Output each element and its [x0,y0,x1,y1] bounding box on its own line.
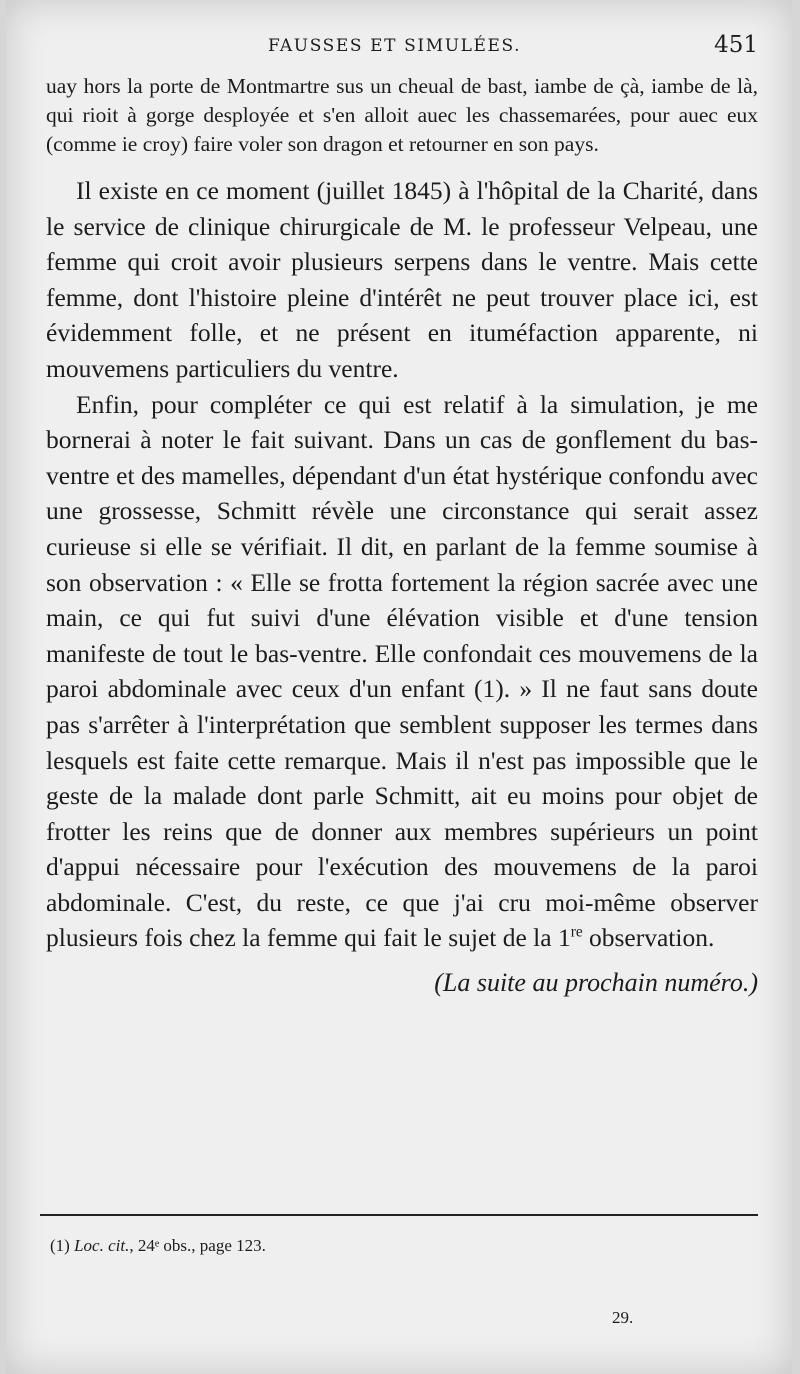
ordinal-suffix: re [570,923,583,941]
page-number: 451 [714,32,758,58]
book-page [6,0,792,1374]
ordinal-number: 1 [557,923,571,953]
signature-mark: 29. [612,1308,634,1327]
footnote-detail: , 24ᵉ obs., page 123. [129,1236,266,1255]
footnote-citation: Loc. cit. [74,1236,130,1255]
footnote [50,1236,266,1256]
footnote-marker: (1) [50,1236,70,1255]
body-text [46,72,758,998]
paragraph-2-end: observation. [588,923,715,953]
paragraph-2 [46,387,758,957]
page-header [6,30,792,66]
quote-continuation: uay hors la porte de Montmartre sus un cheual de bast, iambe de çà, iambe de là, qui rioit à gorge desployée et s'en alloit auec les chassemarées, pour auec eux (comme ie croy) faire voler son dragon et retourner en son pays. [46,74,758,156]
running-title: FAUSSES ET SIMULÉES. [268,36,522,56]
continued-notice: (La suite au prochain numéro.) [434,968,758,998]
paragraph-2-text: Enfin, pour compléter ce qui est relatif à la simulation, je me bornerai à noter le fait suivant. Dans un cas de gonflement du bas-ventre et des mamelles, dépendant d'un état hystérique confondu avec une grossesse, Schmitt révèle une circonstance qui serait assez curieuse si elle se vérifiait. Il dit, en parlant de la femme soumise à son observation : « Elle se frotta fortement la région sacrée avec une main, ce qui fut suivi d'une élévation visible et d'une tension manifeste de tout le bas-ventre. Elle confondait ces mouvemens de la paroi abdominale avec ceux d'un enfant (1). » Il ne faut sans doute pas s'arrêter à l'interprétation que semblent supposer les termes dans lesquels est faite cette remarque. Mais il n'est pas impossible que le geste de la malade dont parle Schmitt, ait eu moins pour objet de frotter les reins que de donner aux membres supérieurs un point d'appui nécessaire pour l'exécution des mouvemens de la paroi abdominale. C'est, du reste, ce que j'ai cru moi-même observer plusieurs fois chez la femme qui fait le sujet de la [46,389,758,953]
paragraph-1: Il existe en ce moment (juillet 1845) à l'hôpital de la Charité, dans le service de clinique chirurgicale de M. le professeur Velpeau, une femme qui croit avoir plusieurs serpens dans le ventre. Mais cette femme, dont l'histoire pleine d'intérêt ne peut trouver place ici, est évidemment folle, et ne présent en ituméfaction apparente, ni mouvemens particuliers du ventre. [46,176,758,383]
footnote-rule [40,1214,758,1216]
